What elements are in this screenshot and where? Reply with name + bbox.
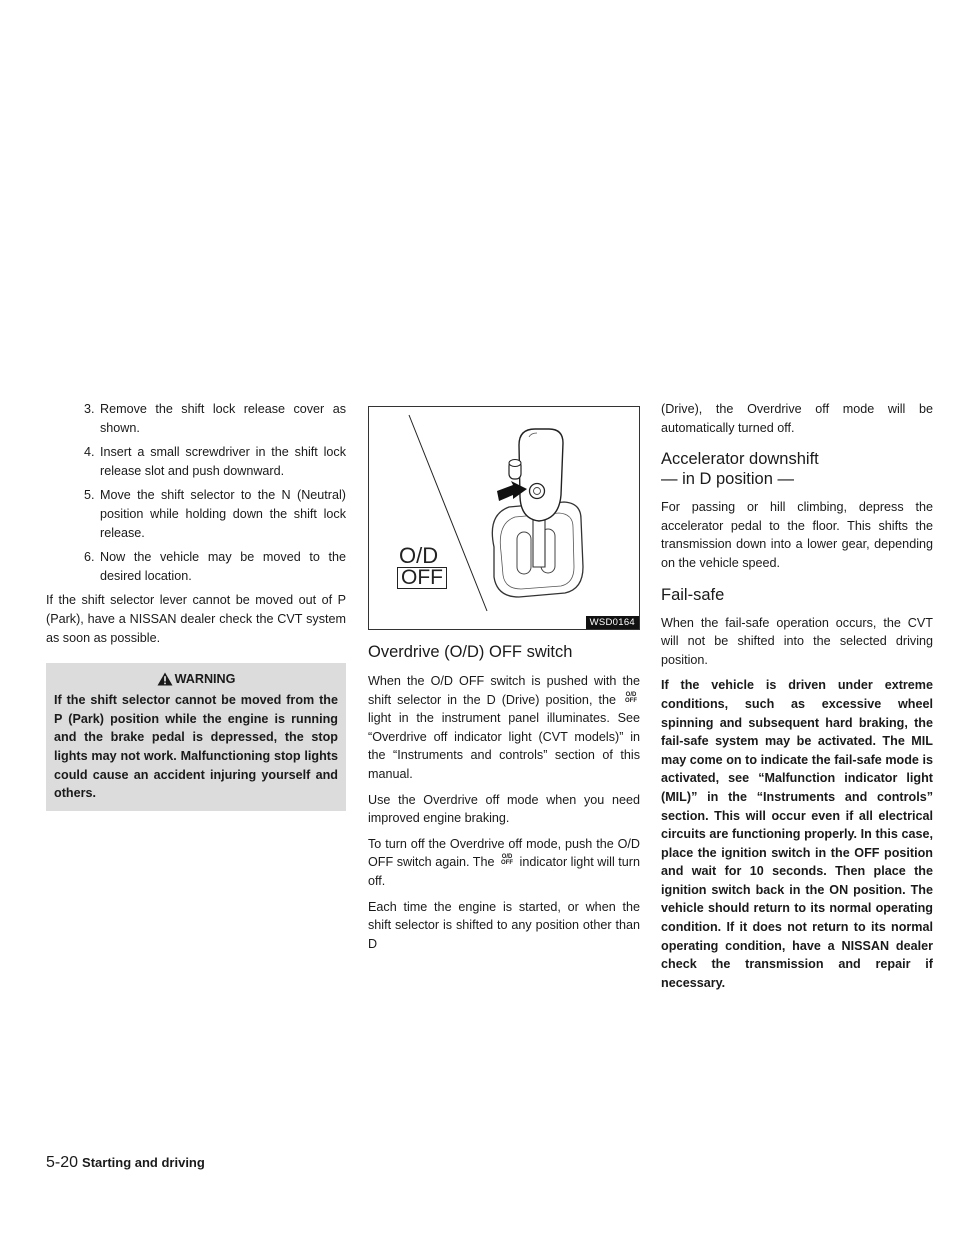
section-title: Starting and driving	[82, 1155, 205, 1170]
failsafe-bold-paragraph: If the vehicle is driven under extreme conditions, such as excessive wheel spinning and subsequent hard braking, the fail-safe system may be activated. The MIL may come on to indicate the fail-safe mode is activated, see “Malfunction indicator light (MIL)” in the “Instruments and controls” section. This will occur even if all electrical circuits are functioning properly. In this case, place the ignition switch in the OFF position and wait for 10 seconds. Then place the ignition switch back in the ON position. The vehicle should return to its normal operating condition. If it does not return to its normal operating condition, have a NISSAN dealer check the transmission and repair if necessary.	[661, 678, 933, 990]
column-middle	[368, 400, 640, 953]
failsafe-heading: Fail-safe	[661, 585, 725, 604]
list-item: 3. Remove the shift lock release cover as shown.	[84, 402, 346, 435]
accelerator-heading-line-2: — in D position —	[661, 470, 794, 489]
accelerator-paragraph: For passing or hill climbing, depress the accelerator pedal to the floor. This shifts the transmission down into a lower gear, depending on the vehicle speed.	[661, 500, 933, 570]
od-off-indicator-icon: O/D OFF	[501, 854, 514, 867]
failsafe-paragraph: When the fail-safe operation occurs, the CVT will not be shifted into the selected driving position.	[661, 615, 933, 667]
shift-selector-paragraph: If the shift selector lever cannot be moved out of P (Park), have a NISSAN dealer check the CVT system as soon as possible.	[46, 593, 346, 645]
shift-lever-drawing	[369, 407, 639, 629]
column-right	[661, 400, 933, 992]
shift-lever-illustration	[368, 406, 640, 630]
overdrive-paragraph-2: Use the Overdrive off mode when you need improved engine braking.	[368, 792, 640, 826]
list-item: 4. Insert a small screwdriver in the shift lock release slot and push downward.	[84, 445, 346, 478]
warning-title: WARNING	[174, 672, 236, 687]
warning-triangle-icon	[157, 672, 173, 686]
warning-header	[54, 669, 338, 689]
warning-body: If the shift selector cannot be moved from the P (Park) position while the engine is running and the brake pedal is depressed, the stop lights may not work. Malfunctioning stop lights could cause an accident injuring yourself and others.	[54, 693, 338, 801]
od-label: O/D	[399, 543, 439, 568]
overdrive-paragraph-1: When the O/D OFF switch is pushed with the shift selector in the D (Drive) position, the O/D OFF light in the instrument panel illuminates. See “Overdrive off indicator light (CVT models)” in the “Instruments and controls” section of this manual.	[368, 674, 640, 781]
warning-box	[46, 663, 346, 811]
column-left	[46, 400, 346, 811]
overdrive-paragraph-3: To turn off the Overdrive off mode, push the O/D OFF switch again. The O/D OFF indicator light will turn off.	[368, 836, 640, 888]
overdrive-paragraph-4: Each time the engine is started, or when the shift selector is shifted to any position other than D	[368, 899, 640, 951]
list-item: 5. Move the shift selector to the N (Neutral) position while holding down the shift lock release.	[84, 488, 346, 540]
off-label: OFF	[397, 567, 447, 589]
overdrive-heading: Overdrive (O/D) OFF switch	[368, 643, 573, 661]
accelerator-heading-line-1: Accelerator downshift	[661, 450, 819, 469]
overdrive-continuation: (Drive), the Overdrive off mode will be automatically turned off.	[661, 402, 933, 435]
figure-code: WSD0164	[586, 616, 639, 629]
od-off-indicator-icon: O/D OFF	[625, 691, 638, 704]
steps-list	[46, 400, 346, 585]
list-item: 6. Now the vehicle may be moved to the desired location.	[84, 550, 346, 583]
page-number: 5-20	[46, 1154, 79, 1171]
page-footer	[46, 1154, 205, 1172]
